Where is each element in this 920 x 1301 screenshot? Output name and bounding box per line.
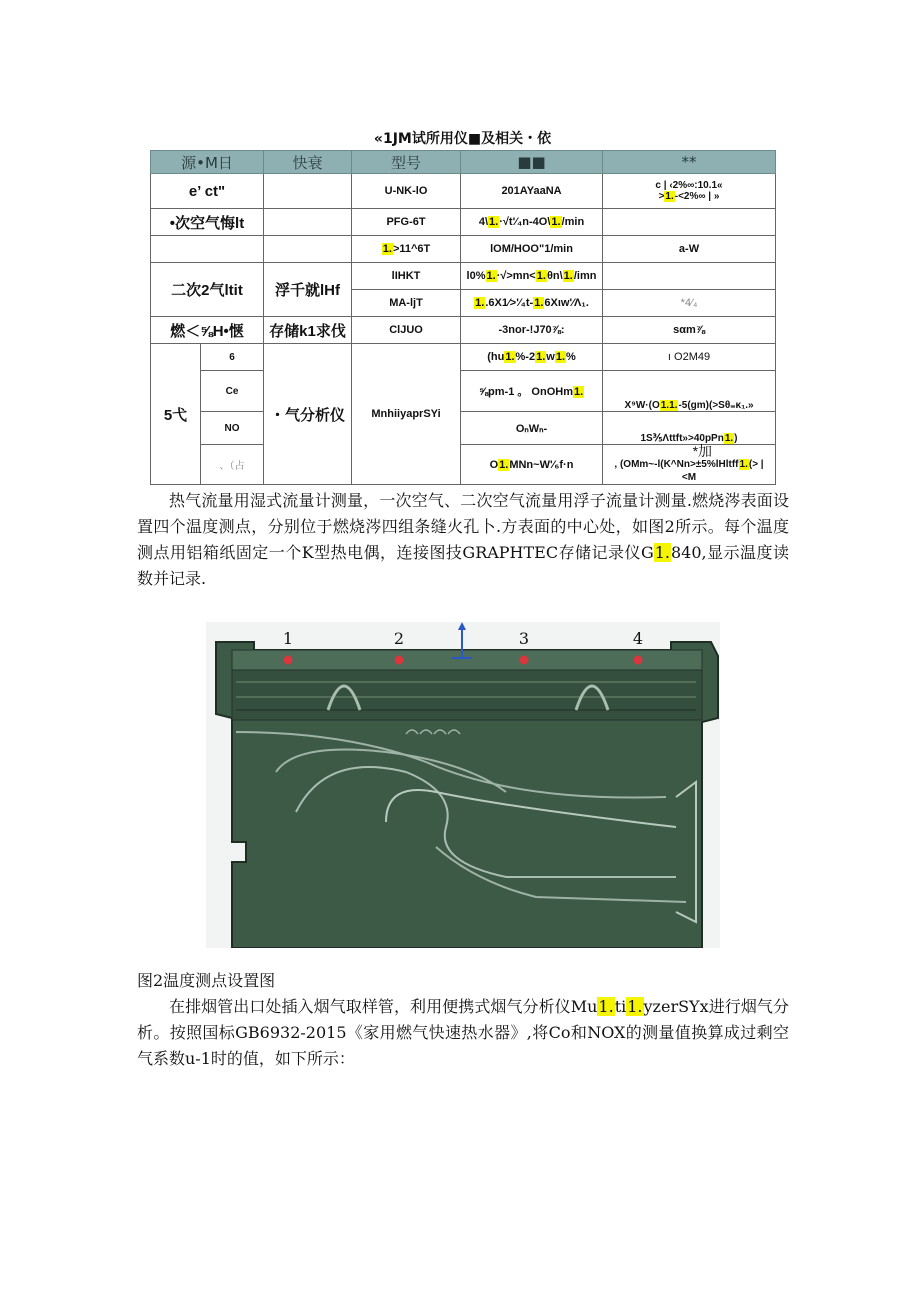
highlight: 1.	[598, 997, 614, 1016]
table-cell	[352, 236, 461, 263]
table-cell: e’ ct"	[151, 174, 264, 209]
table-cell: 浮千就lHf	[264, 263, 352, 317]
table-cell	[264, 209, 352, 236]
point-label: 3	[518, 629, 530, 648]
table-cell	[603, 445, 776, 485]
table-cell: Ce	[201, 371, 264, 412]
table-cell	[603, 412, 776, 445]
burner-drawing	[206, 622, 720, 948]
table-cell	[461, 290, 603, 317]
highlight: 1.	[573, 386, 584, 398]
point-label: 1	[282, 629, 294, 648]
text: w	[546, 351, 555, 363]
temp-point-4	[634, 656, 643, 665]
text: ·√>mn<	[496, 270, 536, 282]
text: /imn	[573, 270, 597, 282]
table-cell: MnhiiyaprSYi	[352, 344, 461, 485]
table-cell: ・气分析仪	[264, 344, 352, 485]
cell-line: c | ‹2%∞:10.1«	[655, 180, 723, 191]
text: -<2%∞ | »	[674, 191, 720, 202]
table-cell: *4⁄₄	[603, 290, 776, 317]
header-cell: 型号	[352, 151, 461, 174]
highlight: 1.	[505, 351, 515, 363]
text: >	[658, 191, 665, 202]
table-row	[151, 317, 776, 344]
table-row	[151, 174, 776, 209]
table-cell: sαm⅞	[603, 317, 776, 344]
text: 1S⅗Λttft»>40pPn	[640, 433, 724, 444]
text: ti	[614, 997, 627, 1016]
text: 4\	[478, 216, 489, 228]
highlight: 1.	[486, 270, 496, 282]
table-cell	[603, 174, 776, 209]
table-cell: MA-ljT	[352, 290, 461, 317]
point-label: 2	[393, 629, 405, 648]
text: 6Xιw'⁄Λ₁.	[544, 297, 589, 309]
text: -5(gm)(>Sθ₌κ₁.»	[678, 400, 754, 411]
table-cell: PFG-6T	[352, 209, 461, 236]
text: ·√t'⁄₄n-4O\	[499, 216, 551, 228]
table-row	[151, 445, 776, 485]
table-cell: 燃＜⅝H•惬	[151, 317, 264, 344]
highlight: 1.	[551, 216, 561, 228]
temp-point-1	[284, 656, 293, 665]
highlight: 1.	[739, 459, 748, 470]
table-cell	[264, 174, 352, 209]
text: O	[489, 458, 499, 471]
table-cell: 存储k1求伐	[264, 317, 352, 344]
table-cell: a-W	[603, 236, 776, 263]
table-cell: 、（占	[201, 445, 264, 485]
cell-line	[606, 458, 772, 484]
table-cell: lOM/HOO"1/min	[461, 236, 603, 263]
text: (> | <M	[681, 459, 764, 483]
paragraph-measurement	[137, 488, 789, 592]
table-cell	[461, 445, 603, 485]
table-cell: 6	[201, 344, 264, 371]
text: )	[734, 433, 738, 444]
highlight: 1.	[724, 433, 734, 444]
text: MNn~W'⁄₆f·n	[509, 458, 574, 471]
highlight: 1.	[627, 997, 643, 1016]
text: X⁹W·(O	[624, 400, 660, 411]
point-label: 4	[632, 629, 644, 648]
burner-figure	[206, 622, 720, 948]
figure-caption: 图2温度测点设置图	[137, 971, 276, 990]
text: >11^6T	[392, 243, 431, 255]
highlight: 1.	[654, 543, 670, 562]
highlight: 1.	[382, 243, 392, 255]
table-cell: U-NK-lO	[352, 174, 461, 209]
table-cell	[461, 344, 603, 371]
table-cell	[151, 236, 264, 263]
highlight: 1.1.	[660, 400, 678, 411]
header-cell: **	[603, 151, 776, 174]
top-rail	[232, 650, 702, 670]
text: yzerSYx进行烟气分析。按照国标GB6932-2015《家用燃气快速热水器》,将Co和NOX的测量值换算成过剩空气系数u-1时的值，如下所示：	[137, 997, 789, 1068]
table-row	[151, 263, 776, 290]
paragraph-analysis	[137, 994, 789, 1072]
highlight: 1.	[555, 351, 566, 363]
table-row	[151, 209, 776, 236]
table-cell	[603, 209, 776, 236]
highlight: 1.	[536, 270, 546, 282]
temp-point-3	[520, 656, 529, 665]
text: %	[566, 351, 576, 363]
highlight: 1.	[489, 216, 499, 228]
text: 在排烟管出口处插入烟气取样管，利用便携式烟气分析仪Mu	[169, 997, 598, 1016]
table-cell: -3nor-!J70⅞:	[461, 317, 603, 344]
table-cell: 5弋	[151, 344, 201, 485]
table-cell	[603, 263, 776, 290]
highlight: 1.	[475, 297, 485, 309]
text: /min	[561, 216, 585, 228]
table-row	[151, 236, 776, 263]
text: 840,显示温度读数并记录.	[137, 543, 789, 588]
table-cell	[603, 371, 776, 412]
table-cell	[461, 263, 603, 290]
table-cell: NO	[201, 412, 264, 445]
header-cell: 快衰	[264, 151, 352, 174]
slot-channel	[232, 670, 702, 720]
table-row	[151, 344, 776, 371]
table-cell: lIHKT	[352, 263, 461, 290]
table-header-row	[151, 151, 776, 174]
table-caption: «1JM试所用仪■及相关・依	[373, 131, 552, 147]
table-cell	[461, 371, 603, 412]
table-cell: ı O2M49	[603, 344, 776, 371]
highlight: 1.	[563, 270, 573, 282]
text: .6X1⁄>'⁄₄t-	[485, 297, 534, 309]
cell-line: *加	[692, 443, 713, 459]
highlight: 1.	[499, 458, 509, 471]
header-cell: 源•M日	[151, 151, 264, 174]
text: l0%	[466, 270, 486, 282]
table-cell	[461, 209, 603, 236]
cell-line	[606, 191, 772, 202]
table-row	[151, 412, 776, 445]
text: %-2	[515, 351, 536, 363]
table-cell: ClJUO	[352, 317, 461, 344]
table-cell: •次空气悔lt	[151, 209, 264, 236]
table-cell	[264, 236, 352, 263]
temp-point-2	[395, 656, 404, 665]
text: θn\	[546, 270, 563, 282]
highlight: 1.	[534, 297, 544, 309]
table-row	[151, 371, 776, 412]
highlight: 1.	[665, 191, 674, 202]
table-cell: 201AYaaNA	[461, 174, 603, 209]
table-cell: 二次2气ltit	[151, 263, 264, 317]
text: , (OMm~-l(K^Nn>±5%lHltff	[614, 459, 739, 470]
highlight: 1.	[536, 351, 546, 363]
text: ⅝pm-1 。 OnOHm	[478, 386, 573, 398]
text: 热气流量用湿式流量计测量，一次空气、二次空气流量用浮子流量计测量.燃烧涔表面设置四个温度测点，分别位于燃烧涔四组条缝火孔卜.方表面的中心处，如图2所示。每个温度测点用铝箱纸固定一个K型热电偶，连接图技GRAPHTEC存储记录仪G	[137, 491, 789, 562]
header-cell: ■■	[461, 151, 603, 174]
table-cell: OₙWₙ-	[461, 412, 603, 445]
equipment-table	[150, 150, 776, 485]
text: (hu	[487, 351, 505, 363]
